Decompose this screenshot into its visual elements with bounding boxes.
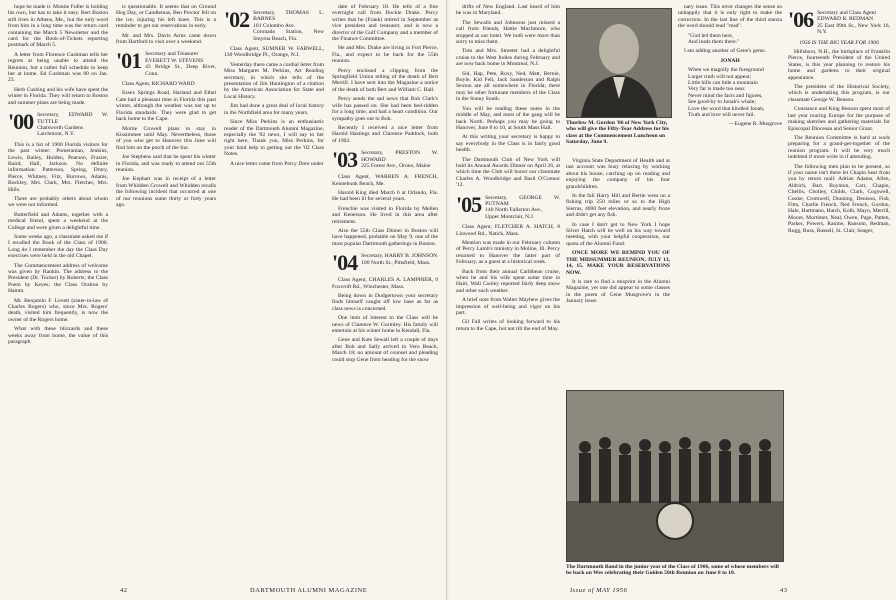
class-year: '02	[224, 7, 250, 32]
verse-line: When we magnify the foreground	[688, 67, 764, 74]
paragraph: Joe Kephart was in receipt of a letter from Whidden Crowell and Whidden recalls the following incident that occurred at one of our reunions some thirty or forty years ago.	[116, 176, 216, 208]
class-header-1902	[224, 7, 324, 42]
class-agent: Class Agent, SUMNER W. FARWELL, 130 Woodbridge Pl., Orange, N.J.	[224, 46, 324, 59]
class-header-1901	[116, 48, 216, 77]
paragraph: is questionable. It seems that on Ground Hog Day, or Candlemas, Ben Proctor fell on the ice, injuring his left knee. This is a reminder to get our reservations in early.	[116, 4, 216, 30]
paragraph: Also the 55th Class Dinner in Boston will have happened, probable on May 9, one of the most popular Dartmouth gatherings in Boston.	[332, 227, 438, 247]
paragraph: Percy enclosed a clipping from the Springfield Union telling of the death of Bert Merrill. I have sent into the Magazine a notice of the death of both Bert and William C. Hall.	[332, 67, 438, 93]
class-header-1906	[788, 7, 890, 36]
reunion-notice: ONCE MORE WE REMIND YOU OF THE MIDSUMMER REUNION, JULY 13, 14, 15. MAKE YOUR RESERVATIONS NOW.	[566, 250, 670, 276]
magazine-title: DARTMOUTH ALUMNI MAGAZINE	[250, 587, 368, 594]
paragraph: You will be reading these notes in the middle of May, and most of the gang will be back North. Perhaps you may be going to Hanover, June 8 to 10, at South Mass Hall.	[456, 105, 560, 131]
page-number: 42	[120, 587, 128, 594]
class-year: '03	[332, 147, 358, 173]
class-header-1900	[8, 109, 108, 138]
verse-line: Never mind the facts and figures,	[688, 92, 763, 99]
verse-line: See good-by to Jonah's whale;	[688, 99, 756, 106]
secretary-name: EVERETT W. STEVENS	[145, 57, 204, 64]
right-column-4	[788, 4, 890, 574]
paragraph: Mr. and Mrs. Davis Arms came down from Hartford to visit over a weekend.	[116, 32, 216, 46]
paragraph: Being down in Dodgertown your secretary finds himself caught off low base as far as class news is concerned.	[332, 293, 438, 312]
address-line: 225 Forest Ave., Orono, Maine	[361, 162, 431, 169]
secretary-line: Secretary, HARRY B. JOHNSON	[361, 253, 438, 260]
class-year: '00	[8, 109, 34, 135]
poem-signature: —Eugene R. Musgrove	[729, 120, 782, 127]
band-image	[567, 391, 783, 561]
secretary-line: Secretary and Class Agent	[817, 10, 876, 16]
paragraph: Butterfield and Adams, together with a medical friend, spent a weekend at the College and were given a delightful time.	[8, 211, 108, 231]
paragraph: Virginia State Department of Health and at last account was busy relaxing by working about his house, catching up on reading and enjoying the company of his four grandchildren.	[566, 158, 670, 190]
paragraph: This is a list of 1900 Florida visitors for the past winter: Pomeranian, Jenkins, Lewis, Bailey, Holden, Pearson, Frazier, Baird, Hall, Jackson. No definite information: Patterson, Spring, Drury, Pierce, Whitney, Fitz, Burrows, Adams, Bockley, Mrs. Clark, Mrs. Fletcher, Mrs. Hills.	[8, 141, 108, 193]
quoted-verse	[688, 33, 782, 46]
paragraph: Some weeks ago, a classmate asked me if I recalled the Book of the Class of 1900. Long do I remember the day the Class Day exercises were held in the old Chapel.	[8, 234, 108, 260]
paragraph: Yesterday there came a cordial letter from Miss Margaret M. Perkins, Art Reading secretary, in which she tells of the presentation of Jim Huntington of a citation by the American Association for State and Local History.	[224, 61, 324, 100]
paragraph: Recently I received a nice letter from Harold Hastings and Clarence Paddock, both of 1902.	[332, 124, 438, 144]
left-column-2	[116, 4, 216, 574]
paragraph: Mr. Benjamin F. Lovett (sister-in-law of Charles Rogers) who, since Mrs. Rogers' death, visited him frequently, is now the owner of the Rogers home.	[8, 297, 108, 323]
address-line: Chatsworth Gardens	[37, 124, 83, 131]
verse-line: Truth and love will never fail.	[688, 112, 755, 119]
paragraph: Essex Springs Road, Harland and Ethel Cate had a pleasant time in Florida this past winter, although the weather was not up to Florida standards. They were glad to get back home to the Cape.	[116, 90, 216, 123]
paragraph: At this writing your secretary is happy to say everybody in the Class is in fairly good health.	[456, 134, 560, 154]
verse-line: "God led them here,	[688, 32, 734, 39]
paragraph: What with these blizzards and these weeks away from home, the value of this paragraph	[8, 326, 108, 346]
paragraph: Frenchie was visited in Florida by Mellen and Kenerson. He lived in this area after retirement.	[332, 205, 438, 225]
secretary-line: Secretary, EDWARD W. TUTTLE	[37, 112, 108, 125]
secretary-line: Secretary, THOMAS L. BARNES	[253, 10, 324, 23]
secretary-line: Secretary, GEORGE W. PUTNAM	[485, 194, 560, 207]
address-line: 140 North Fullerton Ave.,	[485, 207, 543, 214]
class-year: '01	[116, 48, 142, 74]
issue-label: Issue of MAY 1956	[570, 587, 628, 594]
paragraph: A nice letter came from Percy Dore under	[230, 160, 324, 167]
paragraph: Percy sends the sad news that Bob Clark's wife has passed on. She had been bed-ridden for a long time, and had a heart condition. Our sympathy goes out to Bob.	[332, 96, 438, 122]
class-header-1904	[332, 250, 438, 276]
left-column-1	[8, 4, 108, 574]
verse-line: Little hills can hide a mountain	[688, 80, 758, 87]
class-agent: Class Agent, FLETCHER A. HATCH, 8 Linwood Rd., Natick, Mass.	[456, 224, 560, 237]
paragraph: Gil Fall writes of looking forward to his return to the Cape, but not till the end of May.	[456, 319, 560, 332]
address-line: Upper Montclair, N.J.	[485, 213, 535, 220]
paragraph: Jim had done a great deal of local history in the Northfield area for many years.	[224, 103, 324, 116]
poem-jonah	[688, 67, 782, 127]
right-column-2	[566, 158, 670, 384]
address-line: 25 East 89th St., New York 16, N.Y.	[817, 22, 890, 36]
paragraph: The Dartmouth Club of New York will hold its Annual Awards Dinner on April 26, at which time the Club will honor our classmate Charles A. Woodbridge and Basil O'Connor '12.	[456, 156, 560, 189]
paragraph: The following men plan to be present, so if your name isn't there let Chapin hear from you by return mail: Adrian Adams, Allen, Aldrich, Barr, Boynton, Carr, Chapin, Chellis, Cholley, Childs, Clark, Cogswell, Cooke, Cromwell, Dunning, Denison, Fish, Fitts, Charlie French, Ned French, Gordon, Hale, Hartmann, Hatch, Kolb, Mayo, Merrill, Moore, Mortimer, Neal, Owen, Page, Patten, Parker, Powers, Ranine, Ransom, Redman, Rugg, Russ, Russell, St. Clair, Seager,	[788, 163, 890, 234]
big-year-tag: 1956 IS THE BIG YEAR FOR 1906	[799, 39, 879, 46]
address-line: 101 Colombo Ave.	[253, 22, 296, 29]
class-header-1903	[332, 147, 438, 173]
portrait-caption: Thurlow M. Gordon '06 of New York City, who will give the Fifty-Year Address for his class at the Commencement Luncheon on Saturday, June 9.	[566, 120, 670, 146]
band-caption: The Dartmouth Band in the junior year of the Class of 1906, some of whose members will be back on Wes celebrating their Golden 50th Reunion on June 8 to 10.	[566, 564, 779, 577]
page-number: 43	[780, 587, 788, 594]
paragraph: Harold King died March 6 at Orlando, Fla. He had been ill for several years.	[332, 189, 438, 203]
paragraph: In case I don't get to New York I hope Silver Hatch will be well on his way toward meeting, with your helpful cooperation, our quota of the Alumni Fund.	[566, 221, 670, 247]
paragraph: hope he made it. Montie Fuller is holding his own, but has to take it easy. Bert Boston still lives in Athens, Me., but the only word from him in a long time was the return card containing the March 5 Newsletter and the card for the Book-of-Tickets reporting postmark of March 5.	[8, 4, 108, 49]
paragraph: The Commencement address of welcome was given by Rankin. The address to the President (Dr. Tucker) by Roberts; the Class Poem by Keyes; the Class Oration by Hamm.	[8, 262, 108, 295]
paragraph: The Sewalls and Johnsons just missed a call from friends, Hattie Muchmore, who stopped at our hotel. We both were more than sorry to miss them.	[456, 19, 560, 46]
paragraph: Mention was made in our February column of Percy Lamb's ministry in Moline, Ill. Percy returned to Hanover the latter part of February, as a guest at a historical week.	[456, 240, 560, 266]
verse-line: Larger truth will not appear;	[688, 73, 752, 80]
address-line: Larchmont, N.Y.	[37, 131, 75, 138]
address-line: 43 Bridge St., Deep River, Conn.	[145, 64, 216, 77]
paragraph: Mortie Crowell plans to stay in Kissimmee until May. Nevertheless, those of you who get to Hanover this June will find him on the porch of the Inn.	[116, 125, 216, 151]
portrait-image	[567, 9, 671, 117]
paragraph: Joe Stephens said that he spent his winter in Florida, and was ready to attend our 55th reunion.	[116, 154, 216, 173]
right-column-3	[678, 4, 782, 384]
class-agent: Class Agent, RICHARD WARD	[122, 81, 195, 88]
left-column-4	[332, 4, 438, 574]
paragraph: One item of interest to the Class will be news of Clarence W. Gormley. His family will entertain at his winter home in Kendall, Fla.	[332, 315, 438, 335]
class-header-1905	[456, 191, 560, 221]
paragraph: Gene and Kate Sewall left a couple of days after Bob and Sally arrived in Vero Beach, March 18; no amount of counsel and pleading could stop Gene from heading for the snow	[332, 337, 438, 363]
left-page	[0, 0, 447, 600]
paragraph: There are probably others about whom we were not informed.	[8, 195, 108, 209]
band-photo	[566, 390, 784, 562]
paragraph: I am adding another of Gene's gems.	[684, 48, 766, 55]
secretary-line: Secretary and Treasurer	[145, 51, 199, 58]
portrait-photo	[566, 8, 672, 118]
paragraph: Since Miss Perkins is an enthusiastic reader of the Dartmouth Alumni Magazine, especially the '02 news, I will say to her right here, Thank you, Miss Perkins, for your kind help in getting out the '02 Class Notes.	[224, 119, 324, 158]
secretary-name: EDWARD R. REDMAN	[817, 16, 874, 23]
paragraph: A brief note from Walter Mayhew gives the impression of well-being and vigor on his part.	[456, 297, 560, 317]
paragraph: Sid, Hap, Pete, Roxy, Ned, Matt, Bernie, Boyle, Kid Fell, Jack Sanderson and Ralph Sexton are all somewhere in Florida; there may be other fortunate members of the Class in the Sunny South.	[456, 70, 560, 103]
class-year: '05	[456, 191, 482, 217]
paragraph: drifts of New England. Last heard of him he was in Maryland.	[456, 4, 560, 17]
paragraph: The Reunion Committee is hard at work preparing for a grand-get-together of the reunion program. It will be very much indebted if more write in if attending.	[788, 134, 890, 161]
address-line: Coronado Station, New Smyrna Beach, Fla.	[253, 29, 324, 42]
paragraph: Herb Cushing and his wife have spent the winter in Florida. They will return to Boston and summer plans are being made.	[8, 86, 108, 106]
class-year: '06	[788, 7, 814, 32]
paragraph: Constance and King Benson spent most of last year touring Europe for the purpose of making sketches and gathering materials for Episcopal Diocesan and Senior Grant.	[788, 106, 890, 132]
paragraph: Hillsboro, N.H., the birthplace of Franklin Pierce, fourteenth President of the United States, is this year planning to restore his home and gardens to their original appearance.	[788, 49, 890, 81]
left-column-3	[224, 4, 324, 574]
verse-line: Love the word that kindled Jonah,	[688, 105, 765, 112]
poem-title: JONAH	[720, 57, 740, 64]
paragraph: The president of the Historical Society, which is undertaking this program, is our classmate George W. Benson.	[788, 84, 890, 103]
class-agent: Class Agent, CHARLES A. LAMPHIER, 9 Foxcroft Rd., Winchester, Mass.	[332, 277, 438, 290]
address-line: 100 North St., Pittsfield, Mass.	[361, 259, 431, 266]
verse-line: And leads them there."	[688, 39, 740, 46]
verse-line: Very far is made too near.	[688, 86, 746, 93]
class-year: '04	[332, 250, 358, 276]
paragraph: A letter from Florence Cushman tells her regrets at being unable to attend the Reunion, but a rather full schedule to keep her at home. Ed Cushman was 80 on Jan. 23.	[8, 51, 108, 84]
paragraph: nary issue. This error changes the sense so unhappily that it is only right to make the correction. In the last line of the third stanza the word should read "read".	[678, 4, 782, 30]
right-page	[450, 0, 896, 600]
secretary-line: Secretary, PRESTON W. HOWARD	[361, 150, 438, 163]
paragraph: It is rare to find a misprint in the Alumni Magazine, yet one did appear to some classes in the poem of Gene Musgrove's in the January issue.	[566, 278, 670, 305]
right-column-1	[456, 4, 560, 574]
paragraph: Tom and Mrs. Streeter had a delightful cruise to the West Indies during February and are now back home in Montreal, N.J.	[456, 48, 560, 68]
paragraph: Back from their annual Caribbean cruise, when he and his wife spent some time in Haiti, Wall Cooley reported fairly deep snow and other such weather.	[456, 268, 560, 294]
class-agent: Class Agent, WARREN A. FRENCH, Kennebunk Beach, Me.	[332, 174, 438, 187]
paragraph: date of February 18. He tells of a fine overnight call from Dockie Drake. Percy writes that he (Frank) retired in September as vice president and treasurer, and is now a director of the Gulf Company and a member of the Finance Committee.	[332, 4, 438, 43]
paragraph: He and Mrs. Drake are living in Fort Pierce, Fla., and expect to be back for the 55th reunion.	[332, 45, 438, 65]
paragraph: In the fall Harry Hill and Bertie went on a fishing trip 250 miles or so to the High Sierras, 4000 feet elevation, and nearly froze and didn't get any fish.	[566, 193, 670, 219]
